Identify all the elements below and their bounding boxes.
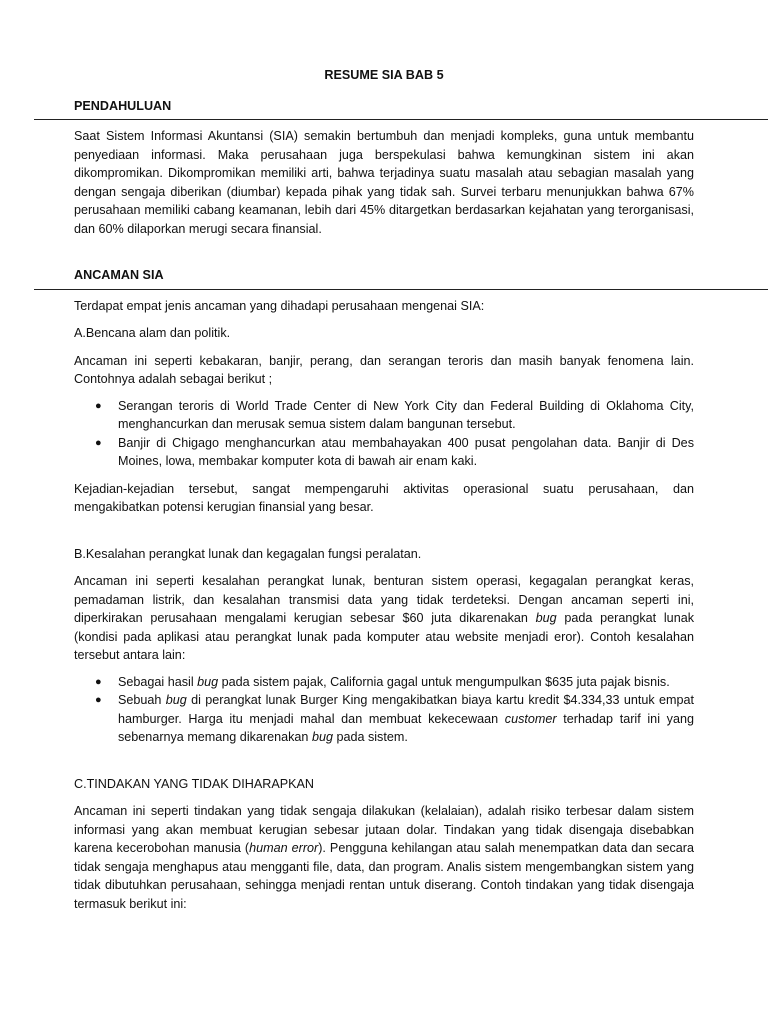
heading-rule xyxy=(34,119,768,120)
heading-text: PENDAHULUAN xyxy=(74,98,172,113)
italic-term: human error xyxy=(249,841,319,855)
list-item-text: Serangan teroris di World Trade Center di New York City dan Federal Building di Oklahoma City, menghancurkan dan merusak semua sistem dalam bangunan tersebut. xyxy=(118,398,694,431)
text-run: di perangkat lunak Burger King mengakibatkan biaya kartu kredit $4.334,33 untuk empat hamburger. Harga itu menjadi mahal dan membuat kekecewaan xyxy=(118,693,694,726)
list-item xyxy=(95,434,694,471)
text-run: Ancaman ini seperti kesalahan perangkat lunak, benturan sistem operasi, kegagalan perangkat keras, pemadaman listrik, dan kesalahan transmisi data yang tidak terdeteksi. Dengan ancaman seperti ini, diperkirakan perusahaan mengalami kerugian sebesar $60 juta dikarenakan xyxy=(74,574,694,625)
list-item xyxy=(95,397,694,434)
bullet-list-b xyxy=(74,673,694,747)
text-run: Sebagai hasil xyxy=(118,674,198,689)
italic-term: customer xyxy=(504,711,557,726)
text-run: Sebuah xyxy=(118,693,166,707)
italic-term: bug xyxy=(311,730,333,744)
bullet-icon: ● xyxy=(95,675,102,688)
closing-a: Kejadian-kejadian tersebut, sangat mempengaruhi aktivitas operasional suatu perusahaan, dan mengakibatkan potensi kerugian finansial yang besar. xyxy=(74,481,694,514)
heading-rule xyxy=(34,289,768,290)
list-item xyxy=(95,673,694,692)
text-run: ). Pengguna kehilangan atau salah menempatkan data dan secara tidak sengaja menghapus atau mengganti file, data, dan program. Analis sistem mengembangkan sistem yang tidak dibutuhkan perusahaan, sehingga menjadi rentan untuk diserang. Contoh tindakan yang tidak disengaja termasuk berikut ini: xyxy=(74,841,695,911)
text-run: Ancaman ini seperti tindakan yang tidak sengaja dilakukan (kelalaian), adalah risiko terbesar dalam sistem informasi yang akan membuat kerugian sebesar jutaan dolar. Tindakan yang tidak disengaja disebabkan karena kecerobohan manusia ( xyxy=(74,804,694,855)
text-run: pada sistem pajak, California gagal untuk mengumpulkan $635 juta pajak bisnis. xyxy=(218,674,670,689)
bullet-list-a xyxy=(74,397,694,471)
paragraph-a: Ancaman ini seperti kebakaran, banjir, perang, dan serangan teroris dan masih banyak fenomena lain. Contohnya adalah sebagai berikut ; xyxy=(74,353,694,386)
list-item-text: Banjir di Chigago menghancurkan atau membahayakan 400 pusat pengolahan data. Banjir di Des Moines, lowa, membakar komputer kota di bawah air enam kaki. xyxy=(118,435,694,468)
italic-term: bug xyxy=(197,674,219,689)
heading-text: ANCAMAN SIA xyxy=(74,268,164,282)
subheading-c: C.TINDAKAN YANG TIDAK DIHARAPKAN xyxy=(74,776,315,791)
text-run: pada sistem. xyxy=(332,730,408,744)
bullet-icon: ● xyxy=(95,436,102,449)
subheading-b: B.Kesalahan perangkat lunak dan kegagalan fungsi peralatan. xyxy=(74,546,422,561)
bullet-icon: ● xyxy=(95,694,102,706)
ancaman-intro: Terdapat empat jenis ancaman yang dihadapi perusahaan mengenai SIA: xyxy=(74,298,485,313)
italic-term: bug xyxy=(165,693,187,707)
italic-term: bug xyxy=(535,611,557,625)
section-heading-ancaman xyxy=(74,266,694,288)
list-item xyxy=(95,691,694,747)
document-title: RESUME SIA BAB 5 xyxy=(324,68,444,82)
paragraph-b xyxy=(74,572,694,665)
section-heading-pendahuluan xyxy=(74,97,694,119)
paragraph-c xyxy=(74,802,694,913)
bullet-icon: ● xyxy=(95,399,102,412)
subheading-a: A.Bencana alam dan politik. xyxy=(74,326,231,340)
text-run: pada perangkat lunak (kondisi pada aplikasi atau perangkat lunak pada komputer atau website menjadi eror). Contoh kesalahan tersebut antara lain: xyxy=(74,611,694,662)
document-page xyxy=(74,66,694,913)
text-run: terhadap tarif ini yang sebenarnya memang dikarenakan xyxy=(118,711,694,744)
pendahuluan-paragraph: Saat Sistem Informasi Akuntansi (SIA) semakin bertumbuh dan menjadi kompleks, guna untuk membantu penyediaan informasi. Maka perusahaan juga berspekulasi bahwa kemungkinan sistem ini akan dikompromikan. Dikompromikan memiliki arti, bahwa terjadinya suatu masalah atau sebagian masalah yang dengan sengaja diberikan (diumbar) kepada pihak yang tidak sah. Survei terbaru menunjukkan bahwa 67% perusahaan memiliki cabang keamanan, lebih dari 45% ditargetkan berdasarkan kejahatan yang terorganisasi, dan 60% dilaporkan merugi secara finansial. xyxy=(74,129,694,236)
